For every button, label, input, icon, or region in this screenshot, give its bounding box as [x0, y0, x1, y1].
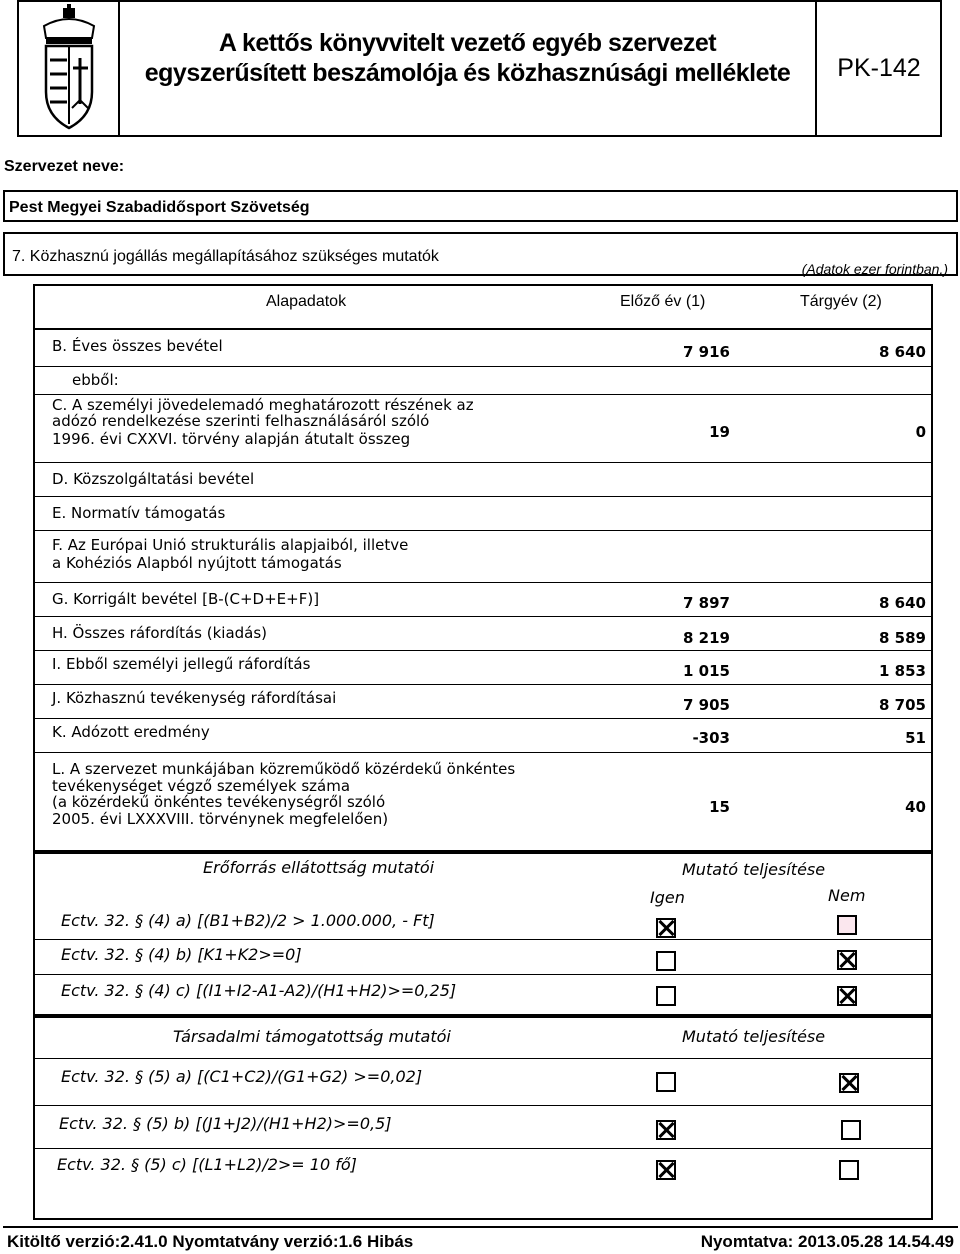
resource-item-a-label: Ectv. 32. § (4) a) [(B1+B2)/2 > 1.000.000, - Ft] — [61, 911, 435, 930]
section-title: 7. Közhasznú jogállás megállapításához szükséges mutatók — [12, 248, 439, 265]
row-c-prev: 19 — [709, 423, 730, 441]
social-item-c-label: Ectv. 32. § (5) c) [(L1+L2)/2>= 10 fő] — [57, 1155, 357, 1174]
social-fulfil-header: Mutató teljesítése — [682, 1027, 826, 1046]
resource-row-rule — [33, 974, 933, 975]
row-rule — [33, 650, 933, 651]
org-name-value: Pest Megyei Szabadidősport Szövetség — [9, 199, 310, 216]
col-header-basic: Alapadatok — [266, 293, 347, 310]
row-l-label-2: tevékenységet végző személyek száma — [52, 777, 351, 795]
row-rule — [33, 462, 933, 463]
row-j-curr: 8 705 — [879, 696, 926, 714]
row-h-label: H. Összes ráfordítás (kiadás) — [52, 624, 268, 642]
social-row-rule — [33, 1105, 933, 1106]
row-g-label: G. Korrigált bevétel [B-(C+D+E+F)] — [52, 590, 320, 608]
social-row-rule — [33, 1148, 933, 1149]
resource-fulfil-header: Mutató teljesítése — [682, 860, 826, 879]
section-title-box — [3, 232, 958, 276]
row-g-prev: 7 897 — [683, 594, 730, 612]
row-k-label: K. Adózott eredmény — [52, 723, 210, 741]
resource-a-no-checkbox[interactable] — [837, 915, 857, 935]
row-d-label: D. Közszolgáltatási bevétel — [52, 470, 255, 488]
row-h-prev: 8 219 — [683, 629, 730, 647]
title-line-1: A kettős könyvvitelt vezető egyéb szervezet — [218, 29, 717, 57]
social-title: Társadalmi támogatottság mutatói — [173, 1027, 451, 1046]
org-name-label: Szervezet neve: — [4, 158, 125, 175]
col-header-curr-year: Tárgyév (2) — [800, 293, 882, 310]
row-rule — [33, 718, 933, 719]
row-i-prev: 1 015 — [683, 662, 730, 680]
row-f-label-1: F. Az Európai Unió strukturális alapjaiból, illetve — [52, 536, 409, 554]
row-l-curr: 40 — [905, 798, 926, 816]
resource-title: Erőforrás ellátottság mutatói — [203, 858, 435, 877]
row-c-label-3: 1996. évi CXXVI. törvény alapján átutalt összeg — [52, 430, 411, 448]
resource-c-no-checkbox[interactable] — [837, 986, 857, 1006]
row-rule — [33, 366, 933, 367]
coat-of-arms-icon — [36, 4, 102, 132]
row-j-label: J. Közhasznú tevékenység ráfordításai — [52, 689, 337, 707]
social-item-a-label: Ectv. 32. § (5) a) [(C1+C2)/(G1+G2) >=0,02] — [61, 1067, 423, 1086]
social-a-no-checkbox[interactable] — [839, 1073, 859, 1093]
resource-a-yes-checkbox[interactable] — [656, 918, 676, 938]
table-header-rule — [33, 328, 933, 330]
title-line-2: egyszerűsített beszámolója és közhasznúsági melléklete — [144, 59, 791, 87]
row-i-label: I. Ebből személyi jellegű ráfordítás — [52, 655, 311, 673]
social-b-no-checkbox[interactable] — [841, 1120, 861, 1140]
row-l-label-1: L. A szervezet munkájában közreműködő közérdekű önkéntes — [52, 760, 516, 778]
org-name-field — [3, 190, 958, 222]
form-code: PK-142 — [837, 54, 921, 82]
unit-note: (Adatok ezer forintban.) — [801, 261, 948, 277]
row-c-label-1: C. A személyi jövedelemadó meghatározott részének az — [52, 396, 474, 414]
row-rule — [33, 496, 933, 497]
row-h-curr: 8 589 — [879, 629, 926, 647]
row-i-curr: 1 853 — [879, 662, 926, 680]
row-rule — [33, 530, 933, 531]
col-header-prev-year: Előző év (1) — [620, 293, 706, 310]
social-item-b-label: Ectv. 32. § (5) b) [(J1+J2)/(H1+H2)>=0,5] — [59, 1114, 392, 1133]
social-c-yes-checkbox[interactable] — [656, 1160, 676, 1180]
row-k-curr: 51 — [905, 729, 926, 747]
resource-b-no-checkbox[interactable] — [837, 950, 857, 970]
row-b-label: B. Éves összes bevétel — [52, 337, 223, 355]
row-b-curr: 8 640 — [879, 343, 926, 361]
resource-yes-header: Igen — [650, 888, 685, 907]
row-rule — [33, 582, 933, 583]
resource-item-c-label: Ectv. 32. § (4) c) [(I1+I2-A1-A2)/(H1+H2)>=0,25] — [61, 981, 457, 1000]
resource-c-yes-checkbox[interactable] — [656, 986, 676, 1006]
document-title — [120, 28, 815, 88]
row-f-label-2: a Kohéziós Alapból nyújtott támogatás — [52, 554, 342, 572]
row-rule — [33, 394, 933, 395]
resource-b-yes-checkbox[interactable] — [656, 951, 676, 971]
social-b-yes-checkbox[interactable] — [656, 1120, 676, 1140]
row-ebbol-label: ebből: — [72, 371, 119, 389]
header-divider-right — [815, 0, 817, 137]
resource-row-rule — [33, 939, 933, 940]
row-c-curr: 0 — [915, 423, 926, 441]
row-e-label: E. Normatív támogatás — [52, 504, 226, 522]
row-l-label-4: 2005. évi LXXXVIII. törvénynek megfelelően) — [52, 810, 389, 828]
row-rule — [33, 752, 933, 753]
social-a-yes-checkbox[interactable] — [656, 1072, 676, 1092]
social-c-no-checkbox[interactable] — [839, 1160, 859, 1180]
row-rule — [33, 616, 933, 617]
row-b-prev: 7 916 — [683, 343, 730, 361]
footer-print-date: Nyomtatva: 2013.05.28 14.54.49 — [700, 1232, 954, 1251]
row-rule — [33, 684, 933, 685]
resource-item-b-label: Ectv. 32. § (4) b) [K1+K2>=0] — [61, 945, 302, 964]
row-l-prev: 15 — [709, 798, 730, 816]
row-k-prev: -303 — [692, 729, 730, 747]
row-j-prev: 7 905 — [683, 696, 730, 714]
footer-version-info: Kitöltő verzió:2.41.0 Nyomtatvány verzió:1.6 Hibás — [7, 1232, 414, 1251]
row-g-curr: 8 640 — [879, 594, 926, 612]
social-row-rule — [33, 1058, 933, 1059]
row-l-label-3: (a közérdekű önkéntes tevékenységről szóló — [52, 793, 386, 811]
resource-no-header: Nem — [828, 886, 866, 905]
row-c-label-2: adózó rendelkezése szerinti felhasználásáról szóló — [52, 412, 430, 430]
footer-rule — [3, 1226, 958, 1228]
